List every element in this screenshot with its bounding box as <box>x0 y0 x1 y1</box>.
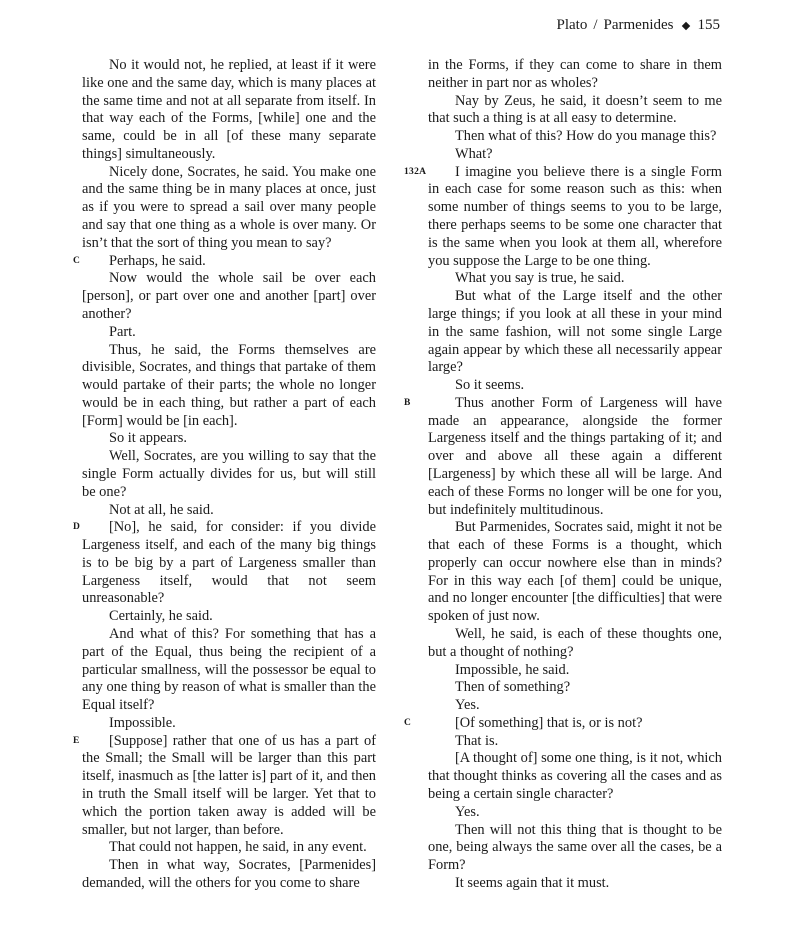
paragraph <box>428 519 722 626</box>
paragraph-text: That is. <box>455 732 499 749</box>
paragraph-text: [No], he said, for consider: if you divide Largeness itself, and each of the many big things is to be big by a part of Largeness smaller than Largeness itself, would that not seem unreasonable? <box>82 519 376 607</box>
paragraph-text: Now would the whole sail be over each [person], or part over one and another [part] over another? <box>82 270 376 322</box>
paragraph <box>428 93 722 129</box>
paragraph-text: Yes. <box>455 803 480 820</box>
right-text-column <box>404 57 722 893</box>
stephanus-marker: D <box>73 522 81 533</box>
paragraph <box>82 164 376 253</box>
paragraph-text: Nay by Zeus, he said, it doesn’t seem to me that such a thing is at all easy to determine. <box>428 92 722 127</box>
paragraph <box>404 714 722 733</box>
stephanus-marker: 132A <box>404 166 427 177</box>
paragraph-text: [Of something] that is, or is not? <box>455 714 643 731</box>
paragraph-text: Certainly, he said. <box>109 608 213 625</box>
stephanus-marker: B <box>404 397 411 408</box>
paragraph <box>428 128 722 146</box>
stephanus-marker: E <box>73 735 80 746</box>
paragraph-text: But what of the Large itself and the other large things; if you look at all these in your mind in the same fashion, will not some single Large again appear by which these all necessarily appear large? <box>428 288 722 376</box>
paragraph-text: Not at all, he said. <box>109 501 214 518</box>
paragraph-text: Nicely done, Socrates, he said. You make one and the same thing be in many places at once, just as if you were to spread a sail over many people and say that one thing as a whole is over many. Or isn’t that the sort of thing you mean to say? <box>82 163 376 251</box>
paragraph-text: It seems again that it must. <box>455 874 610 891</box>
running-header <box>557 18 721 33</box>
paragraph <box>82 626 376 715</box>
paragraph-text: [A thought of] some one thing, is it not, which that thought thinks as covering all the cases and as being a certain single character? <box>428 750 722 803</box>
paragraph-text: What? <box>455 145 493 162</box>
paragraph-text: Well, Socrates, are you willing to say that the single Form actually divides for us, but will still be one? <box>82 448 376 500</box>
left-text-column <box>73 57 376 893</box>
stephanus-marker: C <box>404 717 412 728</box>
paragraph-text: I imagine you believe there is a single Form in each case for some reason such as this: when some number of things seems to you to be large, there perhaps seems to be some one character that is the same when you look at them all, wherefore you suppose the Large to be one thing. <box>428 163 722 269</box>
paragraph <box>82 839 376 857</box>
paragraph <box>428 288 722 377</box>
paragraph <box>82 342 376 431</box>
paragraph <box>428 377 722 395</box>
paragraph-text: Yes. <box>455 697 480 714</box>
paragraph <box>428 57 722 93</box>
paragraph-text: [Suppose] rather that one of us has a part of the Small; the Small will be larger than this part itself, inasmuch as [the latter is] part of it, and then in truth the Small itself will be larger. Yet that to which the portion taken away is added will be smaller, but not larger, than before. <box>82 732 376 838</box>
paragraph <box>73 519 376 608</box>
paragraph-text: Impossible. <box>109 714 176 731</box>
paragraph-text: So it seems. <box>455 377 525 394</box>
paragraph <box>82 448 376 501</box>
paragraph <box>82 324 376 342</box>
header-work-title: Parmenides <box>603 17 674 33</box>
paragraph <box>73 252 376 271</box>
paragraph-text: That could not happen, he said, in any event. <box>109 839 367 856</box>
paragraph <box>404 163 722 271</box>
header-author: Plato <box>556 17 588 33</box>
header-separator: / <box>593 17 598 33</box>
paragraph-text: Then what of this? How do you manage this? <box>455 128 717 145</box>
paragraph <box>428 697 722 715</box>
paragraph-text: Then in what way, Socrates, [Parmenides] demanded, will the others for you come to share <box>82 857 376 891</box>
paragraph-text: Thus another Form of Largeness will have made an appearance, alongside the former Largeness itself and the things partaking of it; and over and above all these again a different [Largeness] by which these all will be large. And each of these Forms no longer will be one for you, but indefinitely multitudinous. <box>428 394 722 518</box>
paragraph-text: And what of this? For something that has a part of the Equal, thus being the recipient of a particular smallness, will the possessor be equal to any one thing by reason of what is smaller than the Equal itself? <box>82 626 376 714</box>
paragraph <box>82 57 376 164</box>
paragraph-text: But Parmenides, Socrates said, might it not be that each of these Forms is a thought, which properly can occur nowhere else than in minds? For in this way each [of them] could be unique, and no longer encounter [the difficulties] that were spoken of just now. <box>428 519 722 625</box>
paragraph-text: Perhaps, he said. <box>109 252 206 269</box>
paragraph-text: So it appears. <box>109 430 187 447</box>
paragraph-text: Then of something? <box>455 679 571 696</box>
paragraph <box>428 822 722 875</box>
stephanus-marker: C <box>73 255 81 266</box>
paragraph <box>428 733 722 751</box>
paragraph <box>82 608 376 626</box>
paragraph-text: No it would not, he replied, at least if it were like one and the same day, which is many places at the same time and not at all separate from itself. In that way each of the Forms, [while] one and the same, could be in all [of these many separate things] simultaneously. <box>82 57 376 162</box>
diamond-ornament-icon <box>681 21 689 29</box>
paragraph <box>428 626 722 662</box>
paragraph-text: What you say is true, he said. <box>455 270 625 287</box>
paragraph <box>428 875 722 893</box>
paragraph <box>82 502 376 520</box>
paragraph <box>82 857 376 893</box>
paragraph-text: Thus, he said, the Forms themselves are divisible, Socrates, and things that partake of them would partake of their parts; the whole no longer would be in each thing, but rather a part of each [Form] would be [in each]. <box>82 341 376 429</box>
paragraph <box>428 662 722 680</box>
paragraph-text: Part. <box>109 323 136 340</box>
page-number: 155 <box>697 17 720 33</box>
paragraph <box>82 715 376 733</box>
paragraph <box>428 270 722 288</box>
paragraph <box>428 804 722 822</box>
paragraph-text: Well, he said, is each of these thoughts one, but a thought of nothing? <box>428 626 722 660</box>
paragraph <box>82 270 376 323</box>
paragraph-text: Impossible, he said. <box>455 661 570 678</box>
paragraph <box>428 679 722 697</box>
paragraph <box>428 146 722 164</box>
paragraph <box>82 430 376 448</box>
paragraph <box>73 732 376 840</box>
paragraph-text: Then will not this thing that is thought to be one, being always the same over all the cases, be a Form? <box>428 821 722 874</box>
paragraph-text: in the Forms, if they can come to share in them neither in part nor as wholes? <box>428 57 722 91</box>
paragraph <box>428 750 722 803</box>
paragraph <box>404 394 722 519</box>
